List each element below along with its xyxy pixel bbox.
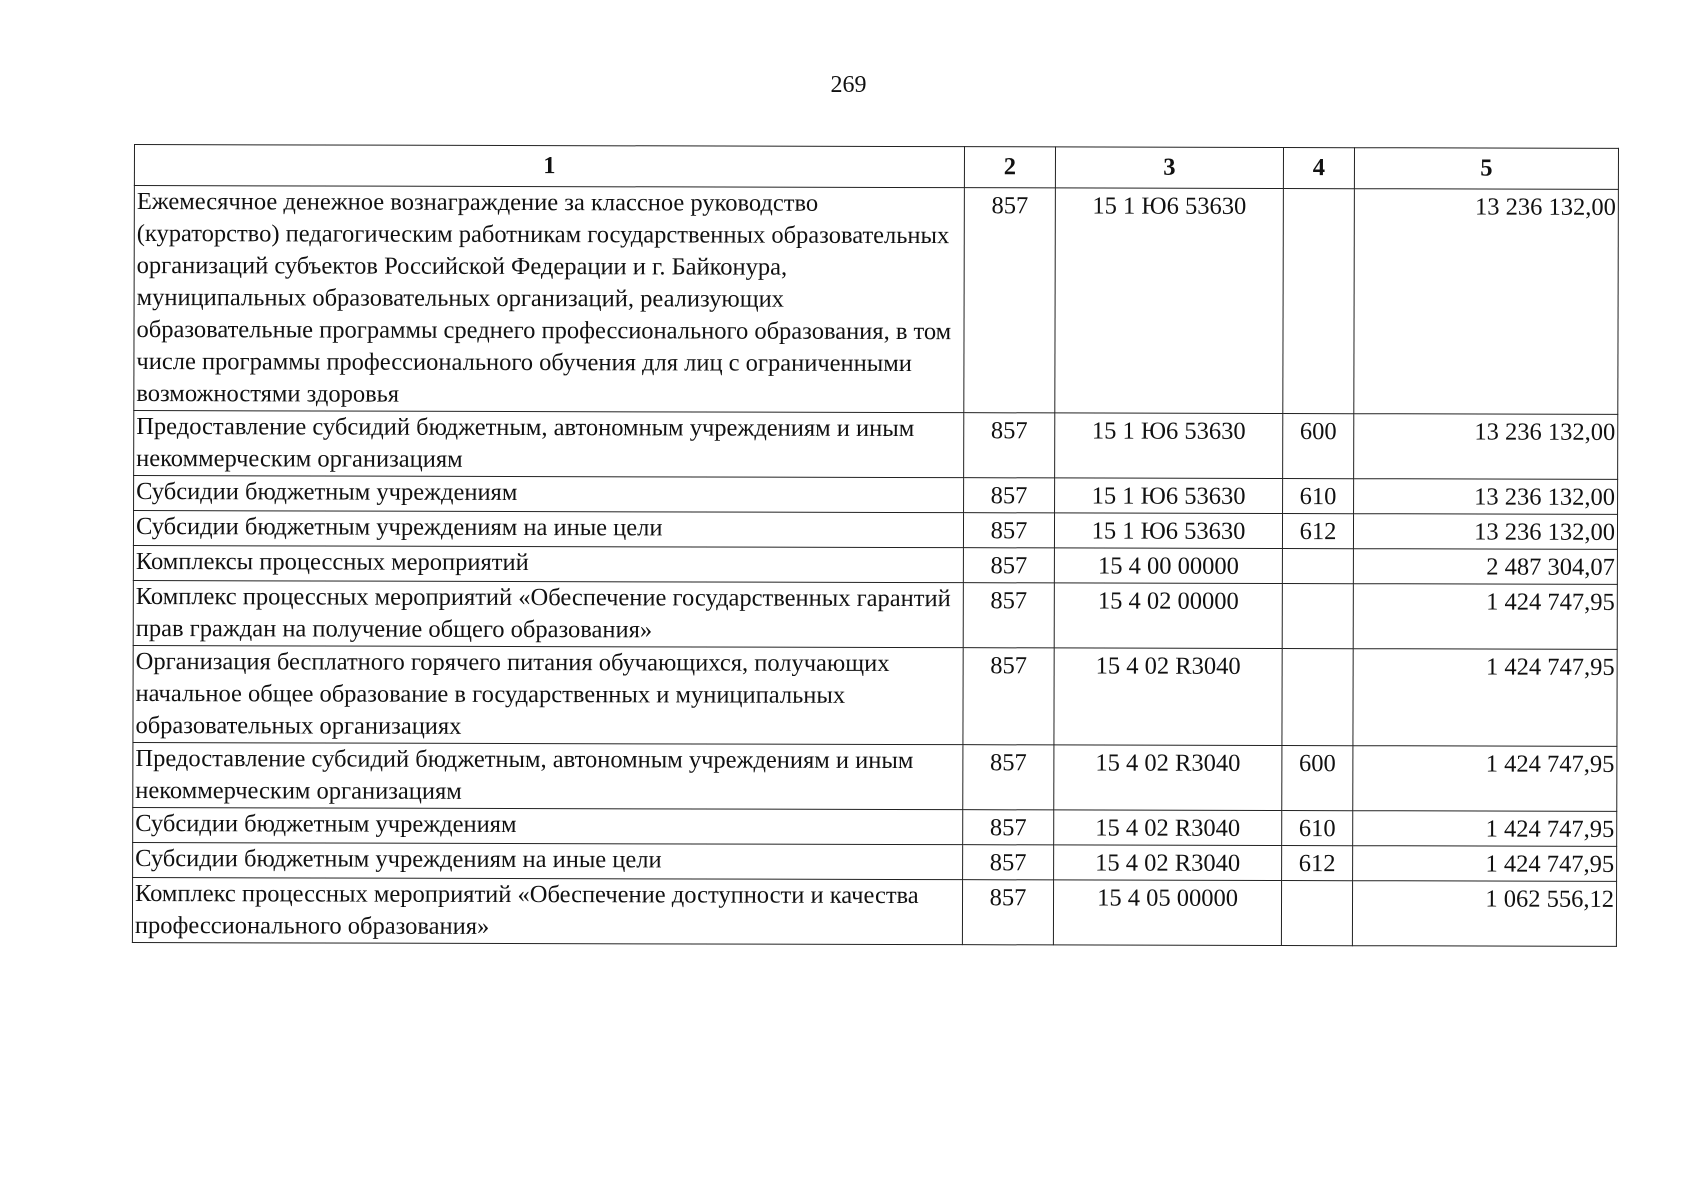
page-number: 269 <box>830 72 867 98</box>
header-col-2: 2 <box>964 147 1055 188</box>
budget-table-wrapper <box>132 144 1618 947</box>
row-amount: 13 236 132,00 <box>1354 414 1618 480</box>
row-target-item: 15 4 02 00000 <box>1054 583 1282 649</box>
row-amount: 1 424 747,95 <box>1353 746 1617 812</box>
row-name: Субсидии бюджетным учреждениям <box>134 476 964 513</box>
budget-table <box>132 144 1619 947</box>
row-expense-type: 600 <box>1283 414 1354 479</box>
row-code: 857 <box>964 478 1055 513</box>
row-target-item: 15 4 05 00000 <box>1053 880 1281 946</box>
table-row <box>133 545 1617 584</box>
row-code: 857 <box>963 513 1054 548</box>
table-row <box>132 877 1616 946</box>
row-code: 857 <box>963 845 1054 880</box>
row-code: 857 <box>964 413 1055 478</box>
row-target-item: 15 1 Ю6 53630 <box>1055 478 1283 514</box>
row-target-item: 15 4 02 R3040 <box>1054 810 1282 846</box>
row-target-item: 15 4 02 R3040 <box>1054 648 1282 746</box>
row-code: 857 <box>963 745 1054 810</box>
row-expense-type <box>1282 649 1353 746</box>
row-target-item: 15 4 02 R3040 <box>1054 845 1282 881</box>
row-name: Предоставление субсидий бюджетным, автономным учреждениям и иным некоммерческим организациям <box>133 742 963 809</box>
row-expense-type <box>1283 189 1355 414</box>
row-name: Комплекс процессных мероприятий «Обеспечение государственных гарантий прав граждан на получение общего образования» <box>133 580 963 647</box>
table-row <box>133 807 1617 846</box>
row-target-item: 15 4 02 R3040 <box>1054 745 1282 811</box>
table-row <box>134 476 1618 515</box>
table-row <box>133 580 1617 649</box>
row-amount: 1 424 747,95 <box>1353 584 1617 650</box>
row-name: Субсидии бюджетным учреждениям на иные цели <box>133 842 963 879</box>
row-code: 857 <box>963 583 1054 648</box>
row-name: Ежемесячное денежное вознаграждение за классное руководство (кураторство) педагогическим работникам государственных образовательных организаций субъектов Российской Федерации и г. Байконура, муниципальных образовательных организаций, реализующих образовательные программы среднего профессионального образования, в том числе программы профессионального обучения для лиц с ограниченными возможностями здоровья <box>134 186 965 413</box>
row-amount: 1 062 556,12 <box>1352 881 1616 947</box>
table-row <box>134 411 1618 480</box>
row-amount: 1 424 747,95 <box>1353 811 1617 847</box>
table-header-row <box>134 145 1618 190</box>
row-amount: 13 236 132,00 <box>1354 479 1618 515</box>
row-name: Комплексы процессных мероприятий <box>133 545 963 582</box>
row-code: 857 <box>963 810 1054 845</box>
row-expense-type: 612 <box>1282 514 1353 549</box>
table-row <box>133 742 1617 811</box>
row-name: Организация бесплатного горячего питания обучающихся, получающих начальное общее образование в государственных и муниципальных образовательных организациях <box>133 645 963 744</box>
row-target-item: 15 4 00 00000 <box>1054 548 1282 584</box>
table-row <box>133 842 1617 881</box>
row-name: Комплекс процессных мероприятий «Обеспечение доступности и качества профессионального образования» <box>132 877 962 944</box>
row-code: 857 <box>964 188 1056 413</box>
row-expense-type <box>1282 549 1353 584</box>
header-col-4: 4 <box>1283 148 1354 189</box>
row-expense-type: 610 <box>1282 811 1353 846</box>
row-amount: 1 424 747,95 <box>1353 649 1617 747</box>
row-amount: 1 424 747,95 <box>1353 846 1617 882</box>
table-row <box>133 511 1617 550</box>
row-name: Субсидии бюджетным учреждениям <box>133 807 963 844</box>
row-expense-type: 600 <box>1282 746 1353 811</box>
row-expense-type: 610 <box>1283 479 1354 514</box>
row-name: Субсидии бюджетным учреждениям на иные цели <box>133 511 963 548</box>
table-row <box>133 645 1617 746</box>
header-col-5: 5 <box>1354 148 1618 190</box>
row-amount: 13 236 132,00 <box>1353 514 1617 550</box>
row-code: 857 <box>963 548 1054 583</box>
row-target-item: 15 1 Ю6 53630 <box>1054 513 1282 549</box>
row-amount: 2 487 304,07 <box>1353 549 1617 585</box>
row-code: 857 <box>962 880 1053 945</box>
row-name: Предоставление субсидий бюджетным, автономным учреждениям и иным некоммерческим организациям <box>134 411 964 478</box>
row-expense-type: 612 <box>1282 846 1353 881</box>
row-target-item: 15 1 Ю6 53630 <box>1055 413 1283 479</box>
row-expense-type <box>1281 881 1352 946</box>
row-expense-type <box>1282 584 1353 649</box>
header-col-3: 3 <box>1055 147 1283 189</box>
table-row <box>134 186 1619 415</box>
row-amount: 13 236 132,00 <box>1354 189 1619 415</box>
row-target-item: 15 1 Ю6 53630 <box>1055 188 1284 414</box>
header-col-1: 1 <box>134 145 964 188</box>
row-code: 857 <box>963 648 1054 745</box>
